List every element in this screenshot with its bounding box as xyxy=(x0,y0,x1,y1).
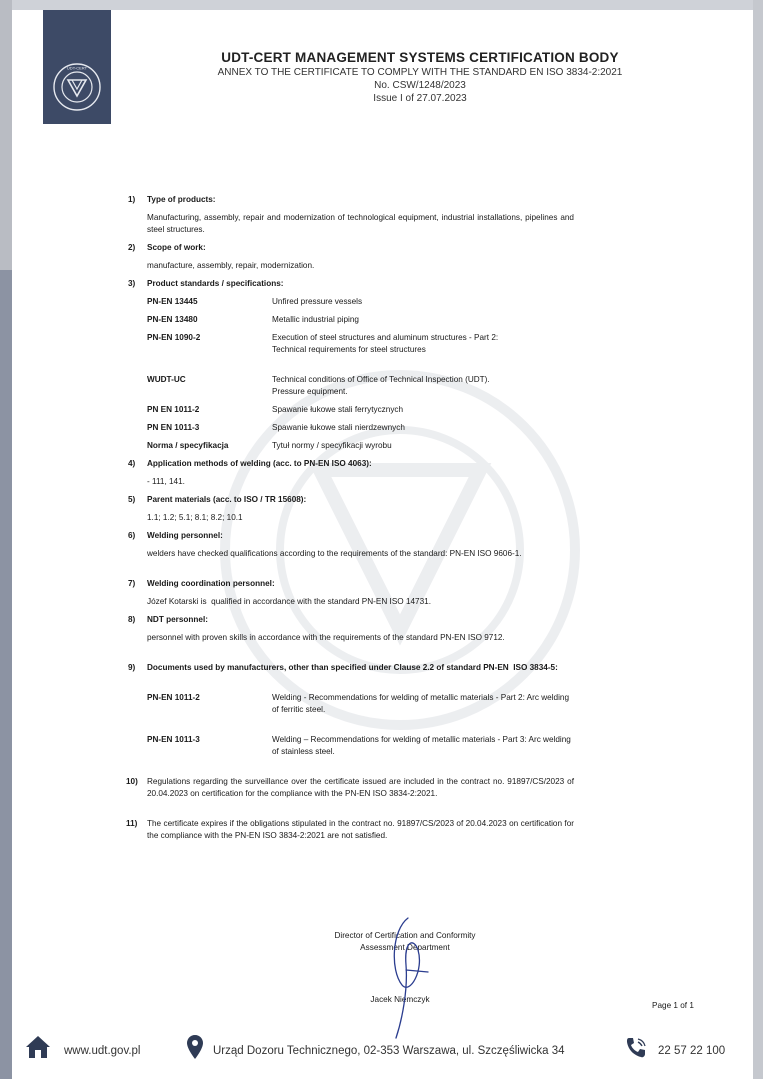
section-heading: Type of products: xyxy=(147,195,216,204)
section-documents-used xyxy=(128,662,574,758)
standard-description: Execution of steel structures and aluminum structures - Part 2: Technical requirements for steel structures xyxy=(272,333,499,354)
section-number: 3) xyxy=(128,279,136,288)
section-heading: Application methods of welding (acc. to PN-EN ISO 4063): xyxy=(147,459,372,468)
standard-row xyxy=(147,296,574,308)
section-welding-methods xyxy=(128,458,574,488)
section-text: - 111, 141. xyxy=(147,477,185,486)
section-number: 10) xyxy=(126,777,138,786)
standard-code: PN EN 1011-3 xyxy=(147,423,200,432)
section-heading: Scope of work: xyxy=(147,243,206,252)
svg-text:UDT-CERT: UDT-CERT xyxy=(66,65,88,71)
udt-cert-seal-icon xyxy=(52,62,102,112)
section-certificate-expiry xyxy=(128,818,574,842)
section-scope-of-work xyxy=(128,242,574,272)
section-text: welders have checked qualifications according to the requirements of the standard: PN-EN ISO 9606-1. xyxy=(147,549,522,558)
section-number: 6) xyxy=(128,531,136,540)
standard-description: Welding – Recommendations for welding of metallic materials - Part 3: Arc welding of stainless steel. xyxy=(272,735,571,756)
signatory-title-line2: Assessment Department xyxy=(360,943,450,952)
section-heading: Welding personnel: xyxy=(147,531,223,540)
standard-description: Technical conditions of Office of Technical Inspection (UDT). Pressure equipment. xyxy=(272,375,490,396)
section-heading: Welding coordination personnel: xyxy=(147,579,275,588)
standard-code: PN-EN 1011-2 xyxy=(147,693,200,702)
document-header xyxy=(160,50,680,104)
section-number: 4) xyxy=(128,459,136,468)
signatory-title-line1: Director of Certification and Conformity xyxy=(334,931,476,940)
section-heading: Product standards / specifications: xyxy=(147,279,284,288)
home-icon xyxy=(24,1034,52,1060)
scan-edge-right xyxy=(753,0,763,1079)
standard-code: PN-EN 1090-2 xyxy=(147,333,201,342)
section-heading: NDT personnel: xyxy=(147,615,208,624)
certificate-number: No. CSW/1248/2023 xyxy=(374,80,466,91)
udt-cert-logo xyxy=(43,10,111,124)
standard-description: Welding - Recommendations for welding of metallic materials - Part 2: Arc welding of ferritic steel. xyxy=(272,693,569,714)
section-text: personnel with proven skills in accordance with the requirements of the standard PN-EN ISO 9712. xyxy=(147,633,505,642)
section-text: Józef Kotarski is qualified in accordance with the standard PN-EN ISO 14731. xyxy=(147,597,431,606)
scan-edge-top xyxy=(0,0,763,10)
standard-row xyxy=(147,314,574,326)
standard-row xyxy=(147,734,574,758)
section-heading: Documents used by manufacturers, other than specified under Clause 2.2 of standard PN-EN ISO 3834-5: xyxy=(147,663,558,672)
standard-row xyxy=(147,440,574,452)
section-text: 1.1; 1.2; 5.1; 8.1; 8.2; 10.1 xyxy=(147,513,243,522)
section-text: The certificate expires if the obligations stipulated in the contract no. 91897/CS/2023 of 20.04.2023 on certification for the compliance with the PN-EN ISO 3834-2:2021 are not satisfied. xyxy=(147,819,574,840)
section-product-standards xyxy=(128,278,574,452)
standard-row xyxy=(147,374,574,398)
section-heading: Parent materials (acc. to ISO / TR 15608): xyxy=(147,495,307,504)
standard-description: Spawanie łukowe stali ferrytycznych xyxy=(272,405,404,414)
footer-website[interactable]: www.udt.gov.pl xyxy=(64,1045,141,1057)
section-number: 5) xyxy=(128,495,136,504)
standard-row xyxy=(147,692,574,716)
section-type-of-products xyxy=(128,194,574,236)
standard-code: PN-EN 13480 xyxy=(147,315,198,324)
certification-body-title: UDT-CERT MANAGEMENT SYSTEMS CERTIFICATION BODY xyxy=(221,50,619,65)
section-welding-personnel xyxy=(128,530,574,560)
section-number: 8) xyxy=(128,615,136,624)
section-ndt-personnel xyxy=(128,614,574,644)
footer-address: Urząd Dozoru Technicznego, 02-353 Warszawa, ul. Szczęśliwicka 34 xyxy=(213,1045,565,1057)
section-number: 11) xyxy=(126,819,138,828)
standard-description: Tytuł normy / specyfikacji wyrobu xyxy=(272,441,392,450)
phone-icon xyxy=(624,1036,648,1060)
standard-code: Norma / specyfikacja xyxy=(147,441,229,450)
section-number: 1) xyxy=(128,195,136,204)
standard-code: PN-EN 13445 xyxy=(147,297,198,306)
location-pin-icon xyxy=(186,1034,204,1060)
annex-content xyxy=(128,194,574,842)
section-parent-materials xyxy=(128,494,574,524)
section-surveillance-regulations xyxy=(128,776,574,800)
section-number: 7) xyxy=(128,579,136,588)
page-number: Page 1 of 1 xyxy=(652,1001,694,1010)
standard-row xyxy=(147,332,574,356)
standard-code: PN EN 1011-2 xyxy=(147,405,200,414)
standard-code: WUDT-UC xyxy=(147,375,186,384)
standard-code: PN-EN 1011-3 xyxy=(147,735,200,744)
section-text: Manufacturing, assembly, repair and modernization of technological equipment, industrial installations, pipelines and steel structures. xyxy=(147,213,574,234)
standard-row xyxy=(147,404,574,416)
section-number: 2) xyxy=(128,243,136,252)
section-text: manufacture, assembly, repair, modernization. xyxy=(147,261,315,270)
section-number: 9) xyxy=(128,663,136,672)
standard-description: Metallic industrial piping xyxy=(272,315,359,324)
standard-description: Unfired pressure vessels xyxy=(272,297,363,306)
standard-description: Spawanie łukowe stali nierdzewnych xyxy=(272,423,405,432)
annex-line: ANNEX TO THE CERTIFICATE TO COMPLY WITH THE STANDARD EN ISO 3834-2:2021 xyxy=(217,67,623,78)
section-text: Regulations regarding the surveillance over the certificate issued are included in the contract no. 91897/CS/2023 of 20.04.2023 on certification for the compliance with the PN-EN ISO 3834-2:2021. xyxy=(147,777,574,798)
section-coordination-personnel xyxy=(128,578,574,608)
standard-row xyxy=(147,422,574,434)
issue-date: Issue I of 27.07.2023 xyxy=(373,93,467,104)
footer-phone[interactable]: 22 57 22 100 xyxy=(658,1045,726,1057)
handwritten-signature xyxy=(380,910,440,1045)
scan-edge-left-lower xyxy=(0,270,12,1079)
footer xyxy=(12,1028,753,1074)
signatory-name: Jacek Niemczyk xyxy=(370,995,430,1004)
